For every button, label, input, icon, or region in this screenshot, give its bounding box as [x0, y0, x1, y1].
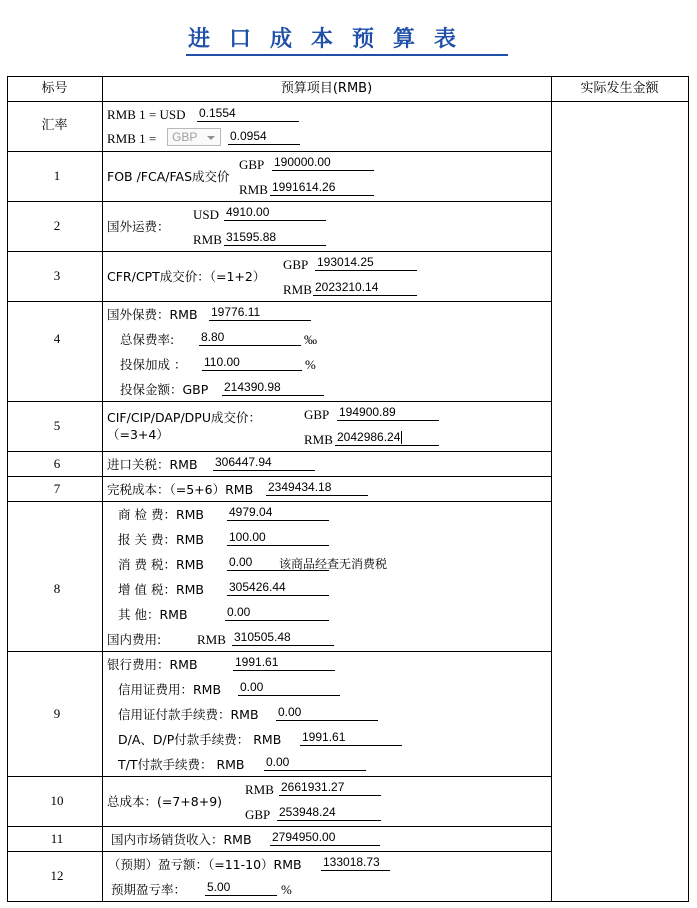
freight-label: 国外运费： [107, 219, 170, 234]
row-number: 1 [53, 168, 61, 183]
insurance-rate-unit: ‰ [304, 332, 317, 347]
cif-formula: （=3+4） [107, 427, 169, 442]
tt-fee-input[interactable]: 0.00 [264, 755, 366, 771]
freight-usd-input[interactable]: 4910.00 [224, 205, 326, 221]
dadp-fee-label: D/A、D/P付款手续费： RMB [118, 732, 282, 747]
markup-label: 投保加成 ： [120, 357, 187, 372]
sales-income-label: 国内市场销货收入：RMB [111, 832, 252, 847]
row-number: 2 [53, 218, 61, 233]
fob-label: FOB /FCA/FAS成交价 [107, 169, 230, 184]
cfr-gbp-currency: GBP [283, 257, 309, 272]
customs-fee-input[interactable]: 100.00 [227, 530, 329, 546]
duty-paid-cost-value: 2349434.18 [266, 480, 368, 496]
rate-label: 汇率 [41, 118, 68, 133]
consumption-tax-note: 该商品经查无消费税 [279, 557, 388, 571]
currency-select[interactable]: GBP [167, 128, 221, 146]
insurance-label: 国外保费：RMB [107, 307, 198, 322]
vat-value: 305426.44 [227, 580, 329, 596]
fob-gbp-input[interactable]: 190000.00 [272, 155, 374, 171]
usd-rate-label: RMB 1 = USD [107, 107, 186, 122]
total-cost-gbp-currency: GBP [245, 807, 271, 822]
row-number: 8 [53, 581, 61, 596]
page-title: 进口成本预算表 [186, 28, 508, 56]
profit-value: 133018.73 [321, 855, 390, 871]
bank-fee-label: 银行费用：RMB [107, 657, 198, 672]
freight-rmb-currency: RMB [193, 232, 222, 247]
cif-rmb-currency: RMB [304, 432, 333, 447]
duty-value: 306447.94 [213, 455, 315, 471]
inspection-fee-input[interactable]: 4979.04 [227, 505, 329, 521]
header-actual-amount: 实际发生金额 [580, 81, 659, 96]
row-number: 6 [53, 456, 61, 471]
profit-rate-label: 预期盈亏率： [111, 882, 187, 897]
other-fee-label: 其 他：RMB [118, 607, 188, 622]
row-number: 5 [53, 418, 61, 433]
customs-fee-label: 报 关 费：RMB [118, 532, 204, 547]
row-number: 4 [53, 331, 61, 346]
row-number: 3 [53, 268, 61, 283]
header-budget-item: 预算项目(RMB) [280, 81, 373, 96]
profit-rate-value: 5.00 [205, 880, 277, 896]
domestic-cost-currency: RMB [197, 632, 226, 647]
lc-fee-label: 信用证费用：RMB [118, 682, 222, 697]
lc-payment-fee-input[interactable]: 0.00 [276, 705, 378, 721]
sales-income-input[interactable]: 2794950.00 [270, 830, 380, 846]
domestic-cost-label: 国内费用: [107, 632, 162, 647]
total-cost-gbp-value: 253948.24 [277, 805, 381, 821]
bank-fee-value: 1991.61 [233, 655, 335, 671]
row-number: 12 [50, 868, 64, 883]
usd-rate-input[interactable]: 0.1554 [197, 106, 299, 122]
chevron-down-icon [207, 136, 215, 140]
profit-label: （预期）盈亏额：（=11-10）RMB [108, 857, 302, 872]
row-number: 9 [53, 706, 61, 721]
duty-paid-cost-label: 完税成本：（=5+6）RMB [107, 482, 254, 497]
cif-gbp-value: 194900.89 [337, 405, 439, 421]
vat-label: 增 值 税：RMB [118, 582, 204, 597]
insurance-rate-label: 总保费率: [120, 332, 175, 347]
cif-gbp-currency: GBP [304, 407, 330, 422]
fob-gbp-currency: GBP [239, 157, 265, 172]
row-number: 7 [53, 481, 61, 496]
domestic-cost-value: 310505.48 [232, 630, 334, 646]
markup-unit: % [305, 357, 316, 372]
total-cost-label: 总成本：(=7+8+9) [107, 794, 223, 809]
total-cost-rmb-currency: RMB [245, 782, 274, 797]
cfr-rmb-value: 2023210.14 [313, 280, 417, 296]
markup-input[interactable]: 110.00 [202, 355, 302, 371]
insurance-rate-input[interactable]: 8.80 [199, 330, 301, 346]
total-cost-rmb-value: 2661931.27 [279, 780, 381, 796]
lc-fee-input[interactable]: 0.00 [238, 680, 340, 696]
consumption-tax-label: 消 费 税：RMB [118, 557, 204, 572]
insurance-value: 19776.11 [209, 305, 311, 321]
inspection-fee-label: 商 检 费：RMB [118, 507, 204, 522]
freight-usd-currency: USD [193, 207, 220, 222]
row-number: 11 [50, 831, 64, 846]
cfr-gbp-value: 193014.25 [315, 255, 417, 271]
row-number: 10 [50, 793, 64, 808]
cif-rmb-value: 2042986.24 [335, 430, 439, 446]
consumption-tax-value: 0.00 [227, 555, 329, 571]
insured-amount-label: 投保金额：GBP [120, 382, 209, 397]
cfr-label: CFR/CPT成交价：（=1+2） [107, 269, 266, 284]
cif-label: CIF/CIP/DAP/DPU成交价： [107, 410, 261, 425]
insured-amount-value: 214390.98 [222, 380, 324, 396]
lc-payment-fee-label: 信用证付款手续费：RMB [118, 707, 259, 722]
other-fee-input[interactable]: 0.00 [225, 605, 329, 621]
tt-fee-label: T/T付款手续费： RMB [118, 757, 245, 772]
fob-rmb-value: 1991614.26 [270, 180, 374, 196]
dadp-fee-input[interactable]: 1991.61 [300, 730, 402, 746]
profit-rate-unit: % [281, 882, 292, 897]
gbp-rate-label: RMB 1 = [107, 131, 157, 146]
duty-label: 进口关税：RMB [107, 457, 198, 472]
cfr-rmb-currency: RMB [283, 282, 312, 297]
freight-rmb-value: 31595.88 [224, 230, 326, 246]
gbp-rate-input[interactable]: 0.0954 [228, 129, 300, 145]
header-number: 标号 [41, 81, 68, 96]
text-cursor [401, 431, 402, 444]
fob-rmb-currency: RMB [239, 182, 268, 197]
